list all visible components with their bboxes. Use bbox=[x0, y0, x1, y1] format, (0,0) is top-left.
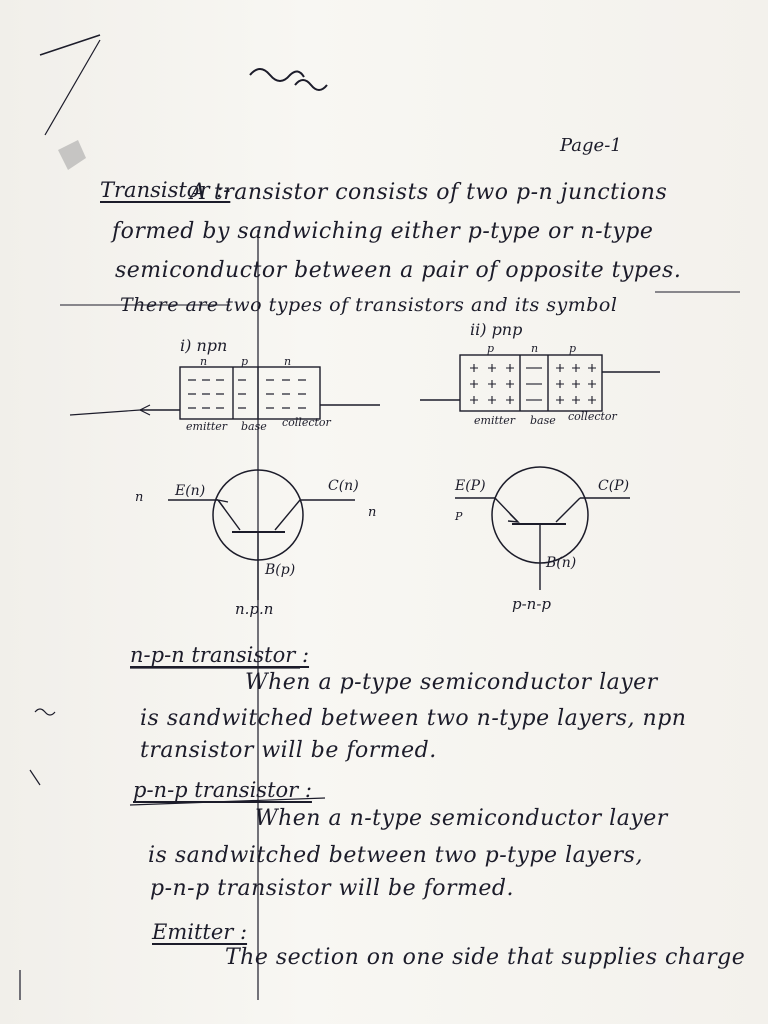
scribble-mark bbox=[250, 69, 304, 81]
npn-emitter-label: E(n) bbox=[175, 483, 206, 499]
pnp-section-line: p-n-p transistor will be formed. bbox=[150, 876, 514, 901]
terminal-label: base bbox=[530, 414, 556, 427]
pnp-caption: p-n-p bbox=[512, 595, 552, 613]
pnp-left-mark: P bbox=[455, 510, 463, 523]
npn-caption: n.p.n bbox=[235, 600, 274, 618]
corner-scratch bbox=[40, 35, 100, 55]
pnp-emitter-label: E(P) bbox=[455, 478, 486, 494]
margin-mark bbox=[35, 709, 55, 715]
terminal-label: emitter bbox=[474, 414, 516, 427]
margin-mark bbox=[30, 770, 40, 785]
types-intro: There are two types of transistors and its symbol bbox=[120, 294, 618, 316]
page-title: Transistor :- bbox=[100, 178, 231, 202]
region-label: p bbox=[241, 355, 249, 368]
npn-left-mark: n bbox=[135, 490, 144, 505]
pnp-block-drawing bbox=[420, 355, 660, 411]
npn-collector-label: C(n) bbox=[328, 478, 359, 494]
pnp-block-label: ii) pnp bbox=[470, 320, 523, 339]
terminal-label: collector bbox=[568, 410, 617, 423]
npn-right-mark: n bbox=[368, 505, 377, 520]
pnp-base-label: B(n) bbox=[546, 555, 577, 571]
pnp-section-line: When a n-type semiconductor layer bbox=[255, 806, 668, 831]
definition-line: semiconductor between a pair of opposite types. bbox=[115, 258, 682, 283]
region-label: n bbox=[200, 355, 208, 368]
pnp-section-heading: p-n-p transistor : bbox=[133, 778, 312, 802]
pnp-collector-label: C(P) bbox=[598, 478, 630, 494]
region-label: n bbox=[531, 342, 539, 355]
npn-section-heading: n-p-n transistor : bbox=[130, 643, 310, 667]
definition-line: formed by sandwiching either p-type or n-type bbox=[112, 219, 654, 244]
definition-line: A transistor consists of two p-n junctions bbox=[190, 180, 668, 205]
npn-base-label: B(p) bbox=[265, 562, 296, 578]
region-label: p bbox=[487, 342, 495, 355]
emitter-section-line: The section on one side that supplies charge bbox=[225, 945, 746, 970]
emitter-section-heading: Emitter : bbox=[152, 920, 248, 944]
terminal-label: emitter bbox=[186, 420, 228, 433]
pnp-section-line: is sandwitched between two p-type layers, bbox=[148, 843, 643, 868]
npn-block-drawing bbox=[70, 367, 380, 419]
page-label: Page-1 bbox=[560, 135, 622, 156]
region-label: p bbox=[569, 342, 577, 355]
npn-section-line: is sandwitched between two n-type layers, npn bbox=[140, 706, 687, 731]
scribble-mark bbox=[295, 80, 327, 90]
terminal-label: collector bbox=[282, 416, 331, 429]
npn-block-label: i) npn bbox=[180, 336, 228, 355]
npn-section-line: When a p-type semiconductor layer bbox=[245, 670, 658, 695]
npn-section-line: transistor will be formed. bbox=[140, 738, 437, 763]
region-label: n bbox=[284, 355, 292, 368]
ink-smudge bbox=[58, 140, 86, 170]
terminal-label: base bbox=[241, 420, 267, 433]
corner-scratch bbox=[45, 40, 100, 135]
